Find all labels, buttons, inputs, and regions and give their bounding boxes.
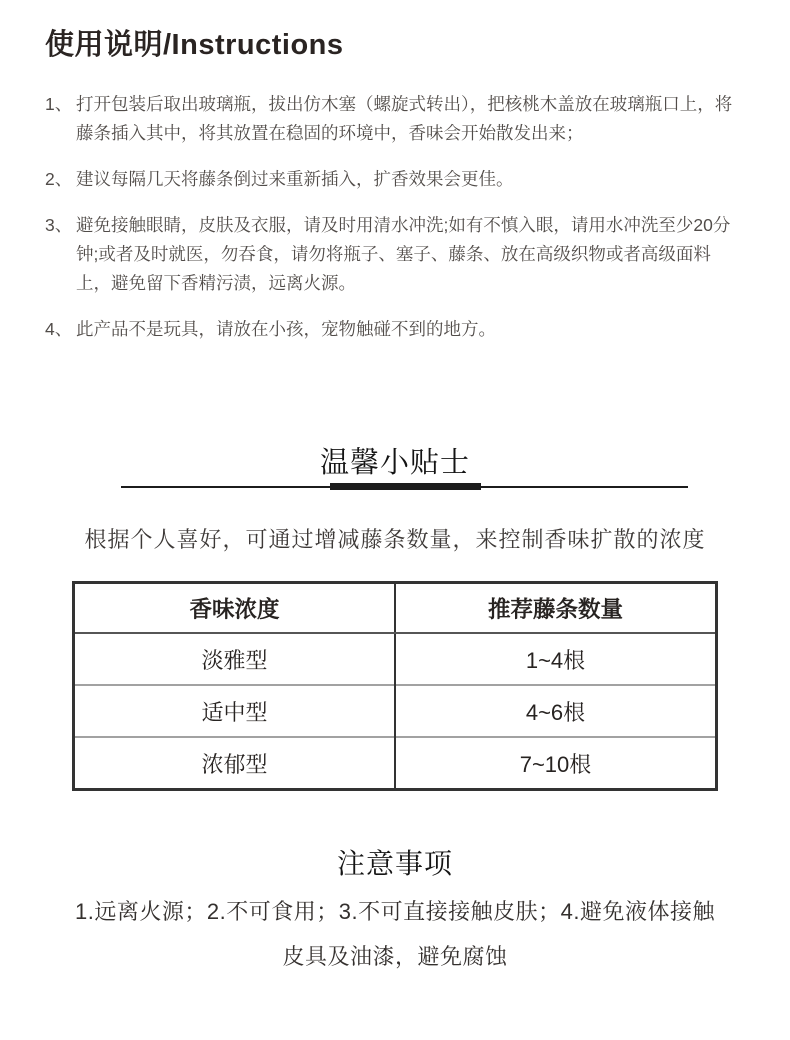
- instruction-number: 4、: [45, 319, 73, 339]
- instruction-number: 2、: [45, 169, 73, 189]
- instruction-item-4: [45, 315, 745, 344]
- notice-heading: 注意事项: [336, 848, 453, 879]
- tips-divider-accent: [330, 483, 481, 490]
- table-cell-count: 7~10根: [395, 737, 717, 790]
- table-cell-count: 1~4根: [395, 633, 717, 685]
- table-cell-strength: 适中型: [74, 685, 396, 737]
- notice-text: [0, 889, 790, 979]
- instruction-item-2: [45, 165, 745, 194]
- page-title: 使用说明/Instructions: [45, 29, 344, 61]
- instructions-list: [45, 90, 745, 361]
- tips-description: 根据个人喜好，可通过增减藤条数量，来控制香味扩散的浓度: [84, 527, 706, 552]
- table-row: [74, 685, 717, 737]
- instruction-number: 3、: [45, 215, 73, 235]
- notice-line-2: 皮具及油漆，避免腐蚀: [282, 944, 508, 969]
- instruction-item-1: [45, 90, 745, 148]
- table-row: [74, 737, 717, 790]
- instruction-item-3: [45, 211, 745, 298]
- instruction-text: 避免接触眼睛，皮肤及衣服，请及时用清水冲洗;如有不慎入眼，请用水冲洗至少20分钟;或者及时就医，勿吞食，请勿将瓶子、塞子、藤条、放在高级织物或者高级面料上，避免留下香精污渍，远离火源。: [76, 215, 731, 293]
- instruction-number: 1、: [45, 94, 73, 114]
- table-header-reed-count: 推荐藤条数量: [395, 583, 717, 634]
- table-header-scent-strength: 香味浓度: [74, 583, 396, 634]
- table-cell-strength: 淡雅型: [74, 633, 396, 685]
- table-row: [74, 633, 717, 685]
- instruction-text: 建议每隔几天将藤条倒过来重新插入，扩香效果会更佳。: [76, 169, 514, 189]
- table-cell-count: 4~6根: [395, 685, 717, 737]
- tips-heading: 温馨小贴士: [319, 447, 470, 479]
- instruction-text: 打开包装后取出玻璃瓶，拔出仿木塞（螺旋式转出），把核桃木盖放在玻璃瓶口上，将藤条插入其中，将其放置在稳固的环境中，香味会开始散发出来；: [76, 94, 733, 143]
- table-header-row: [74, 583, 717, 634]
- reed-count-table: [72, 581, 718, 791]
- notice-line-1: 1.远离火源；2.不可食用；3.不可直接接触皮肤；4.避免液体接触: [75, 899, 715, 924]
- instruction-text: 此产品不是玩具，请放在小孩，宠物触碰不到的地方。: [76, 319, 496, 339]
- table-cell-strength: 浓郁型: [74, 737, 396, 790]
